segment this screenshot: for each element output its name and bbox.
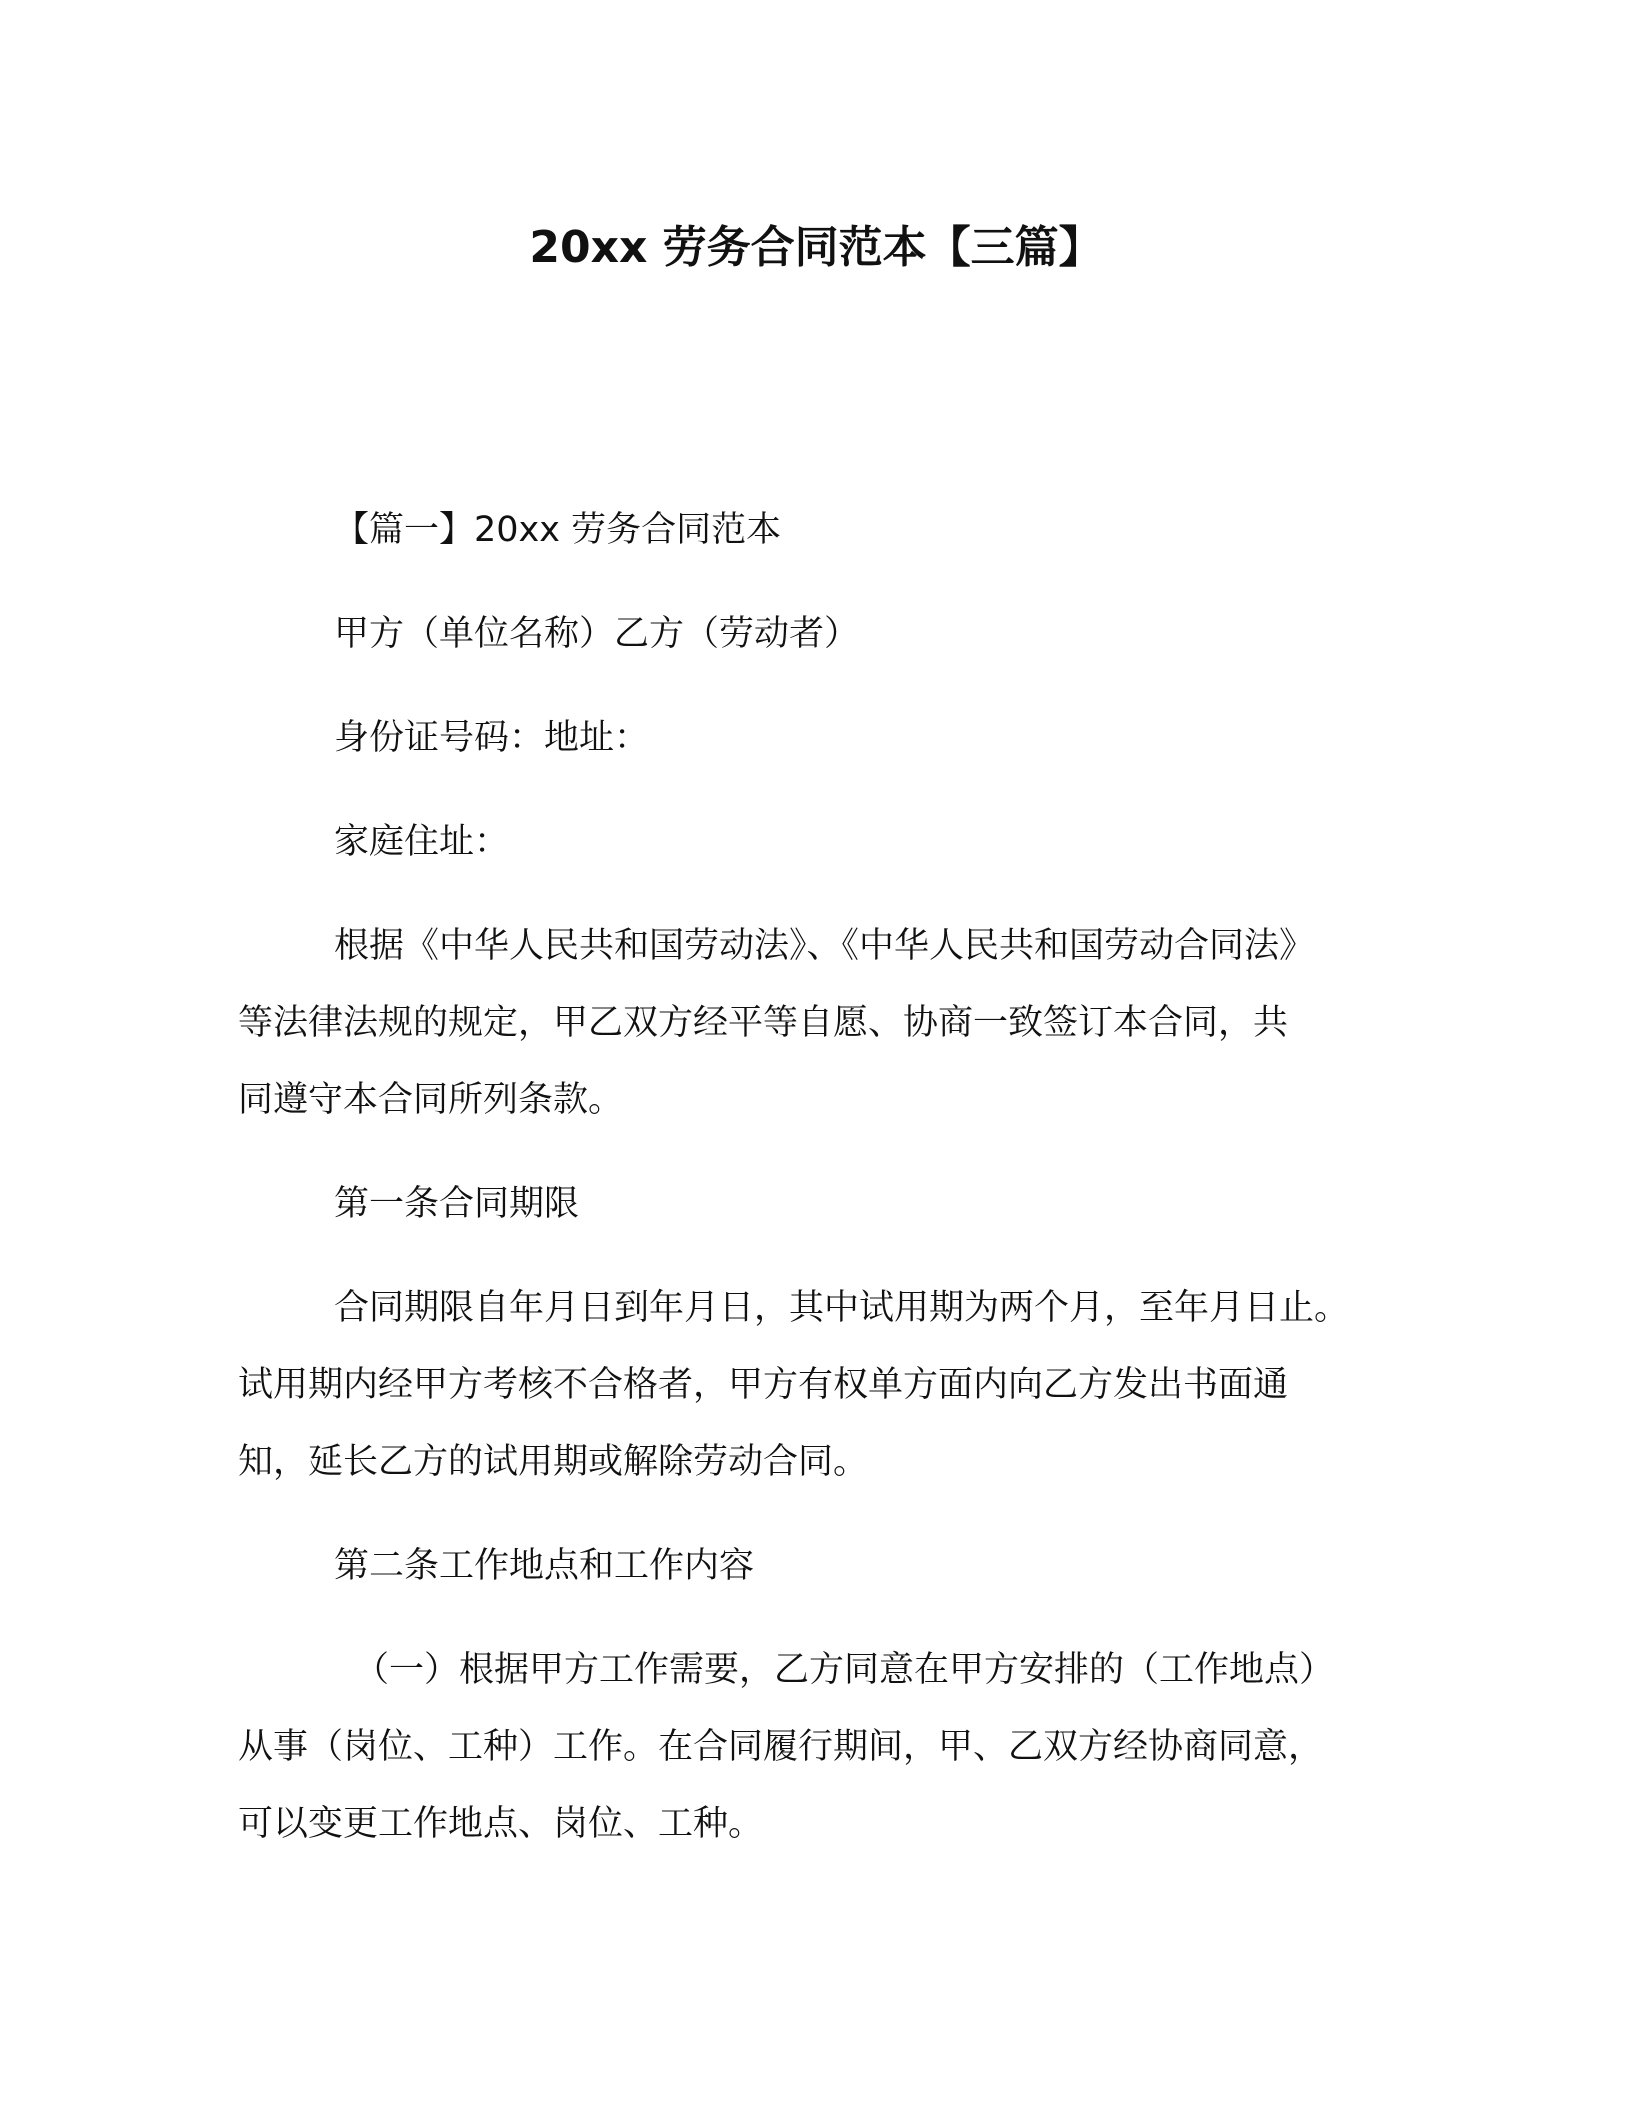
article-2-item-1-line-1: （一）根据甲方工作需要，乙方同意在甲方安排的（工作地点） [354,1650,1335,1690]
document-title: 20xx 劳务合同范本【三篇】 [529,222,1103,273]
article-1-heading: 第一条合同期限 [334,1184,580,1224]
id-address-line: 身份证号码：地址： [334,718,650,758]
article-1-paragraph [238,1270,1398,1501]
party-line: 甲方（单位名称）乙方（劳动者） [334,614,860,654]
preamble-line-3: 同遵守本合同所列条款。 [238,1080,624,1120]
article-1-line-1: 合同期限自年月日到年月日，其中试用期为两个月，至年月日止。 [334,1288,1350,1328]
article-2-heading: 第二条工作地点和工作内容 [334,1546,755,1586]
preamble-line-1: 根据《中华人民共和国劳动法》、《中华人民共和国劳动合同法》 [334,926,1315,966]
document-body [238,492,1398,1890]
article-1-line-3: 知，延长乙方的试用期或解除劳动合同。 [238,1442,869,1482]
article-2-item-1-line-2: 从事（岗位、工种）工作。在合同履行期间，甲、乙双方经协商同意， [238,1727,1324,1767]
section-heading: 【篇一】20xx 劳务合同范本 [334,510,782,550]
home-address-line: 家庭住址： [334,822,510,862]
preamble-paragraph [238,908,1398,1139]
article-1-line-2: 试用期内经甲方考核不合格者，甲方有权单方面内向乙方发出书面通 [238,1365,1289,1405]
preamble-line-2: 等法律法规的规定，甲乙双方经平等自愿、协商一致签订本合同，共 [238,1003,1289,1043]
article-2-item-1-paragraph [238,1632,1398,1863]
article-2-item-1-line-3: 可以变更工作地点、岗位、工种。 [238,1804,764,1844]
